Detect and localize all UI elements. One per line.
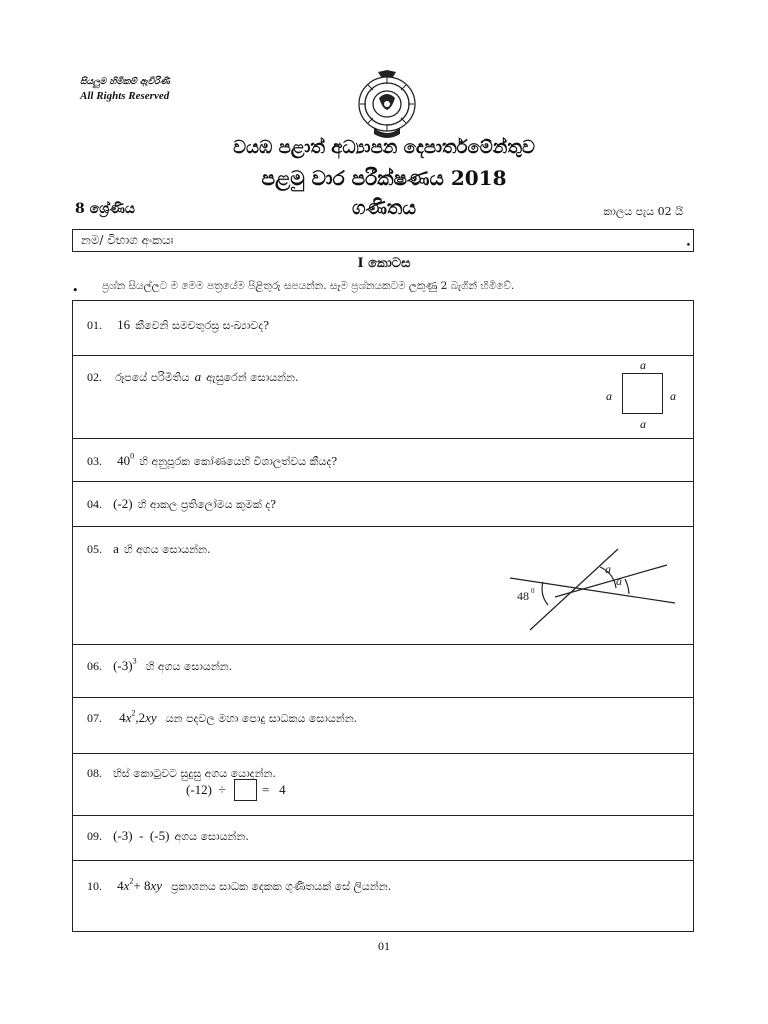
degree-mark: 0 <box>531 587 535 595</box>
question-text: කීවෙනි සමචතුරස්‍ර සංඛ්‍යාවද? <box>135 319 270 332</box>
equation-right: = 4 <box>262 782 286 797</box>
question-text: හිස් කොටුවට සුදුසු අගය යොදන්න. <box>113 767 276 780</box>
question-text: රූපයේ පරිමිතිය <box>115 371 190 384</box>
superscript: 2 <box>129 876 134 886</box>
intersecting-lines-diagram <box>505 535 685 635</box>
math-value: (-2) <box>113 496 133 511</box>
question-text: හි අගය සොයන්න. <box>145 660 233 673</box>
math-value: + 8 <box>133 878 151 893</box>
emblem-icon <box>348 70 426 142</box>
question-03 <box>87 450 337 469</box>
variable: x <box>125 710 132 725</box>
math-value: 16 <box>117 317 131 332</box>
name-field-dot: • <box>685 241 691 251</box>
divider <box>72 438 694 439</box>
side-label: a <box>640 417 646 431</box>
question-07 <box>87 707 357 726</box>
equation-left: (-12) ÷ <box>186 782 226 797</box>
name-index-field[interactable] <box>72 229 694 252</box>
angle-label: 48 <box>517 589 529 603</box>
divider <box>72 526 694 527</box>
question-number: 10. <box>87 879 102 893</box>
instruction-text: ප්‍රශ්න සියල්ලට ම මෙම පත්‍රයේම පිළිතුරු සපයන්න. සෑම ප්‍රශ්නයකටම ලකුණු 2 බැගින් හිමිවේ. <box>102 280 515 292</box>
superscript: 2 <box>131 708 136 718</box>
variable: xy <box>150 878 163 893</box>
part-title: I කොටස <box>357 256 411 271</box>
question-text: ඇසුරෙන් සොයන්න. <box>206 371 299 384</box>
question-text: යන පදවල මහා පොදු සාධකය සොයන්න. <box>165 712 358 725</box>
time-allowed: කාලය පැය 02 යි <box>603 205 683 218</box>
rights-english: All Rights Reserved <box>80 90 170 102</box>
question-number: 09. <box>87 829 102 843</box>
exam-title: පළමු වාර පරීක්ෂණය 2018 <box>261 166 507 190</box>
question-number: 01. <box>87 318 102 332</box>
divider <box>72 753 694 754</box>
page-number: 01 <box>378 939 390 953</box>
square-diagram <box>622 373 663 414</box>
question-02 <box>87 366 298 385</box>
variable: a <box>194 369 202 384</box>
question-number: 04. <box>87 497 102 511</box>
question-text: අගය සොයන්න. <box>174 830 249 843</box>
divider <box>72 481 694 482</box>
variable: xy <box>145 710 157 725</box>
question-number: 05. <box>87 542 102 556</box>
grade: 8 ශ්‍රේණිය <box>75 201 135 217</box>
question-06 <box>87 655 232 674</box>
question-text: හි අනුපූරක කෝණයෙහි විශාලත්වය කීයද? <box>139 455 338 468</box>
divider <box>72 355 694 356</box>
divider <box>72 644 694 645</box>
math-value: (-3) <box>113 658 133 673</box>
question-text: ප්‍රකාශනය සාධක දෙකක ගුණිතයක් සේ ලියන්න. <box>171 880 392 893</box>
bullet-icon: • <box>72 284 79 297</box>
divider <box>72 815 694 816</box>
question-number: 08. <box>87 766 102 780</box>
question-text: හි අගය සොයන්න. <box>123 543 211 556</box>
rights-sinhala: සියලුම හිමිකම් ඇවිරිණි <box>80 77 170 87</box>
question-09 <box>87 825 249 844</box>
superscript: 3 <box>132 656 137 666</box>
angle-label: a <box>605 562 611 576</box>
question-number: 07. <box>87 711 102 725</box>
side-label: a <box>670 389 676 403</box>
question-number: 03. <box>87 454 102 468</box>
subject: ගණිතය <box>351 197 416 219</box>
math-value: (-3) - (-5) <box>113 828 170 843</box>
angle-label: a <box>616 574 622 588</box>
answer-box[interactable] <box>234 779 257 801</box>
side-label: a <box>606 389 612 403</box>
math-value: ,2 <box>135 710 146 725</box>
coefficient: 4 <box>117 878 124 893</box>
name-index-label: නම/ විභාග අංකයඃ <box>81 233 174 247</box>
math-value: a <box>113 541 119 556</box>
divider <box>72 697 694 698</box>
superscript: 0 <box>130 451 135 461</box>
coefficient: 4 <box>119 710 126 725</box>
question-number: 02. <box>87 370 102 384</box>
side-label: a <box>640 358 646 372</box>
divider <box>72 860 694 861</box>
question-05 <box>87 538 210 557</box>
question-text: හි ආකල ප්‍රතිලෝමය කුමක් ද? <box>137 498 277 511</box>
math-value: 40 <box>117 453 131 468</box>
question-01 <box>87 314 269 333</box>
department-name: වයඹ පළාත් අධ්‍යාපන දෙපාර්තමේන්තුව <box>233 137 535 158</box>
question-10 <box>87 875 391 894</box>
question-04 <box>87 493 276 512</box>
question-number: 06. <box>87 659 102 673</box>
variable: x <box>123 878 130 893</box>
